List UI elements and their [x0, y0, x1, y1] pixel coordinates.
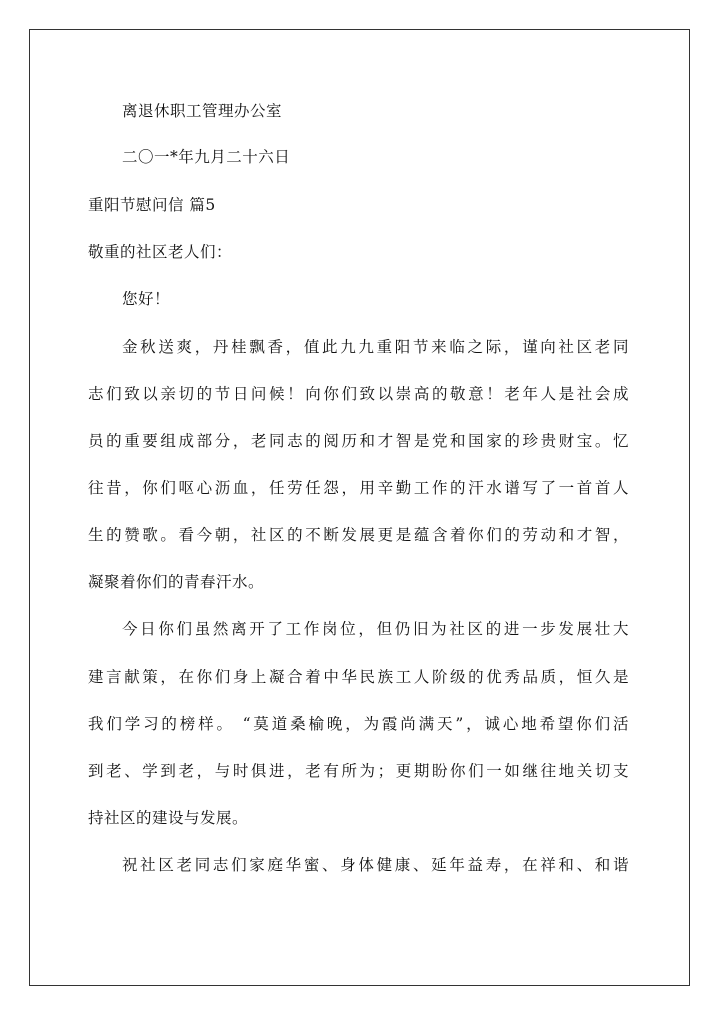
paragraph-1-line: 凝聚着你们的青春汗水。: [88, 573, 265, 591]
paragraph-1-line: 员的重要组成部分，老同志的阅历和才智是党和国家的珍贵财宝。忆: [88, 432, 629, 450]
paragraph-2-line: 今日你们虽然离开了工作岗位，但仍旧为社区的进一步发展壮大: [122, 620, 629, 638]
paragraph-1-line: 志们致以亲切的节日问候！向你们致以崇高的敬意！老年人是社会成: [88, 385, 629, 403]
paragraph-1-line: 金秋送爽，丹桂飘香，值此九九重阳节来临之际，谨向社区老同: [122, 338, 629, 356]
page-frame: [29, 29, 690, 986]
paragraph-1-line: 生的赞歌。看今朝，社区的不断发展更是蕴含着你们的劳动和才智，: [88, 526, 629, 544]
paragraph-2-line: 建言献策，在你们身上凝合着中华民族工人阶级的优秀品质，恒久是: [88, 668, 629, 686]
salutation: 敬重的社区老人们：: [88, 243, 233, 261]
date-line: 二〇一*年九月二十六日: [122, 148, 291, 166]
paragraph-2-line: 我们学习的榜样。 “莫道桑榆晚，为霞尚满天”，诚心地希望你们活: [88, 715, 629, 733]
paragraph-1-line: 往昔，你们呕心沥血，任劳任怨，用辛勤工作的汗水谱写了一首首人: [88, 479, 629, 497]
greeting: 您好！: [122, 290, 171, 308]
paragraph-2-line: 到老、学到老，与时俱进，老有所为；更期盼你们一如继往地关切支: [88, 762, 629, 780]
letter-title: 重阳节慰问信 篇5: [88, 196, 216, 214]
paragraph-2-line: 持社区的建设与发展。: [88, 809, 249, 827]
paragraph-3-line: 祝社区老同志们家庭华蜜、身体健康、延年益寿，在祥和、和谐: [122, 856, 629, 874]
org-name-line: 离退休职工管理办公室: [122, 102, 283, 120]
